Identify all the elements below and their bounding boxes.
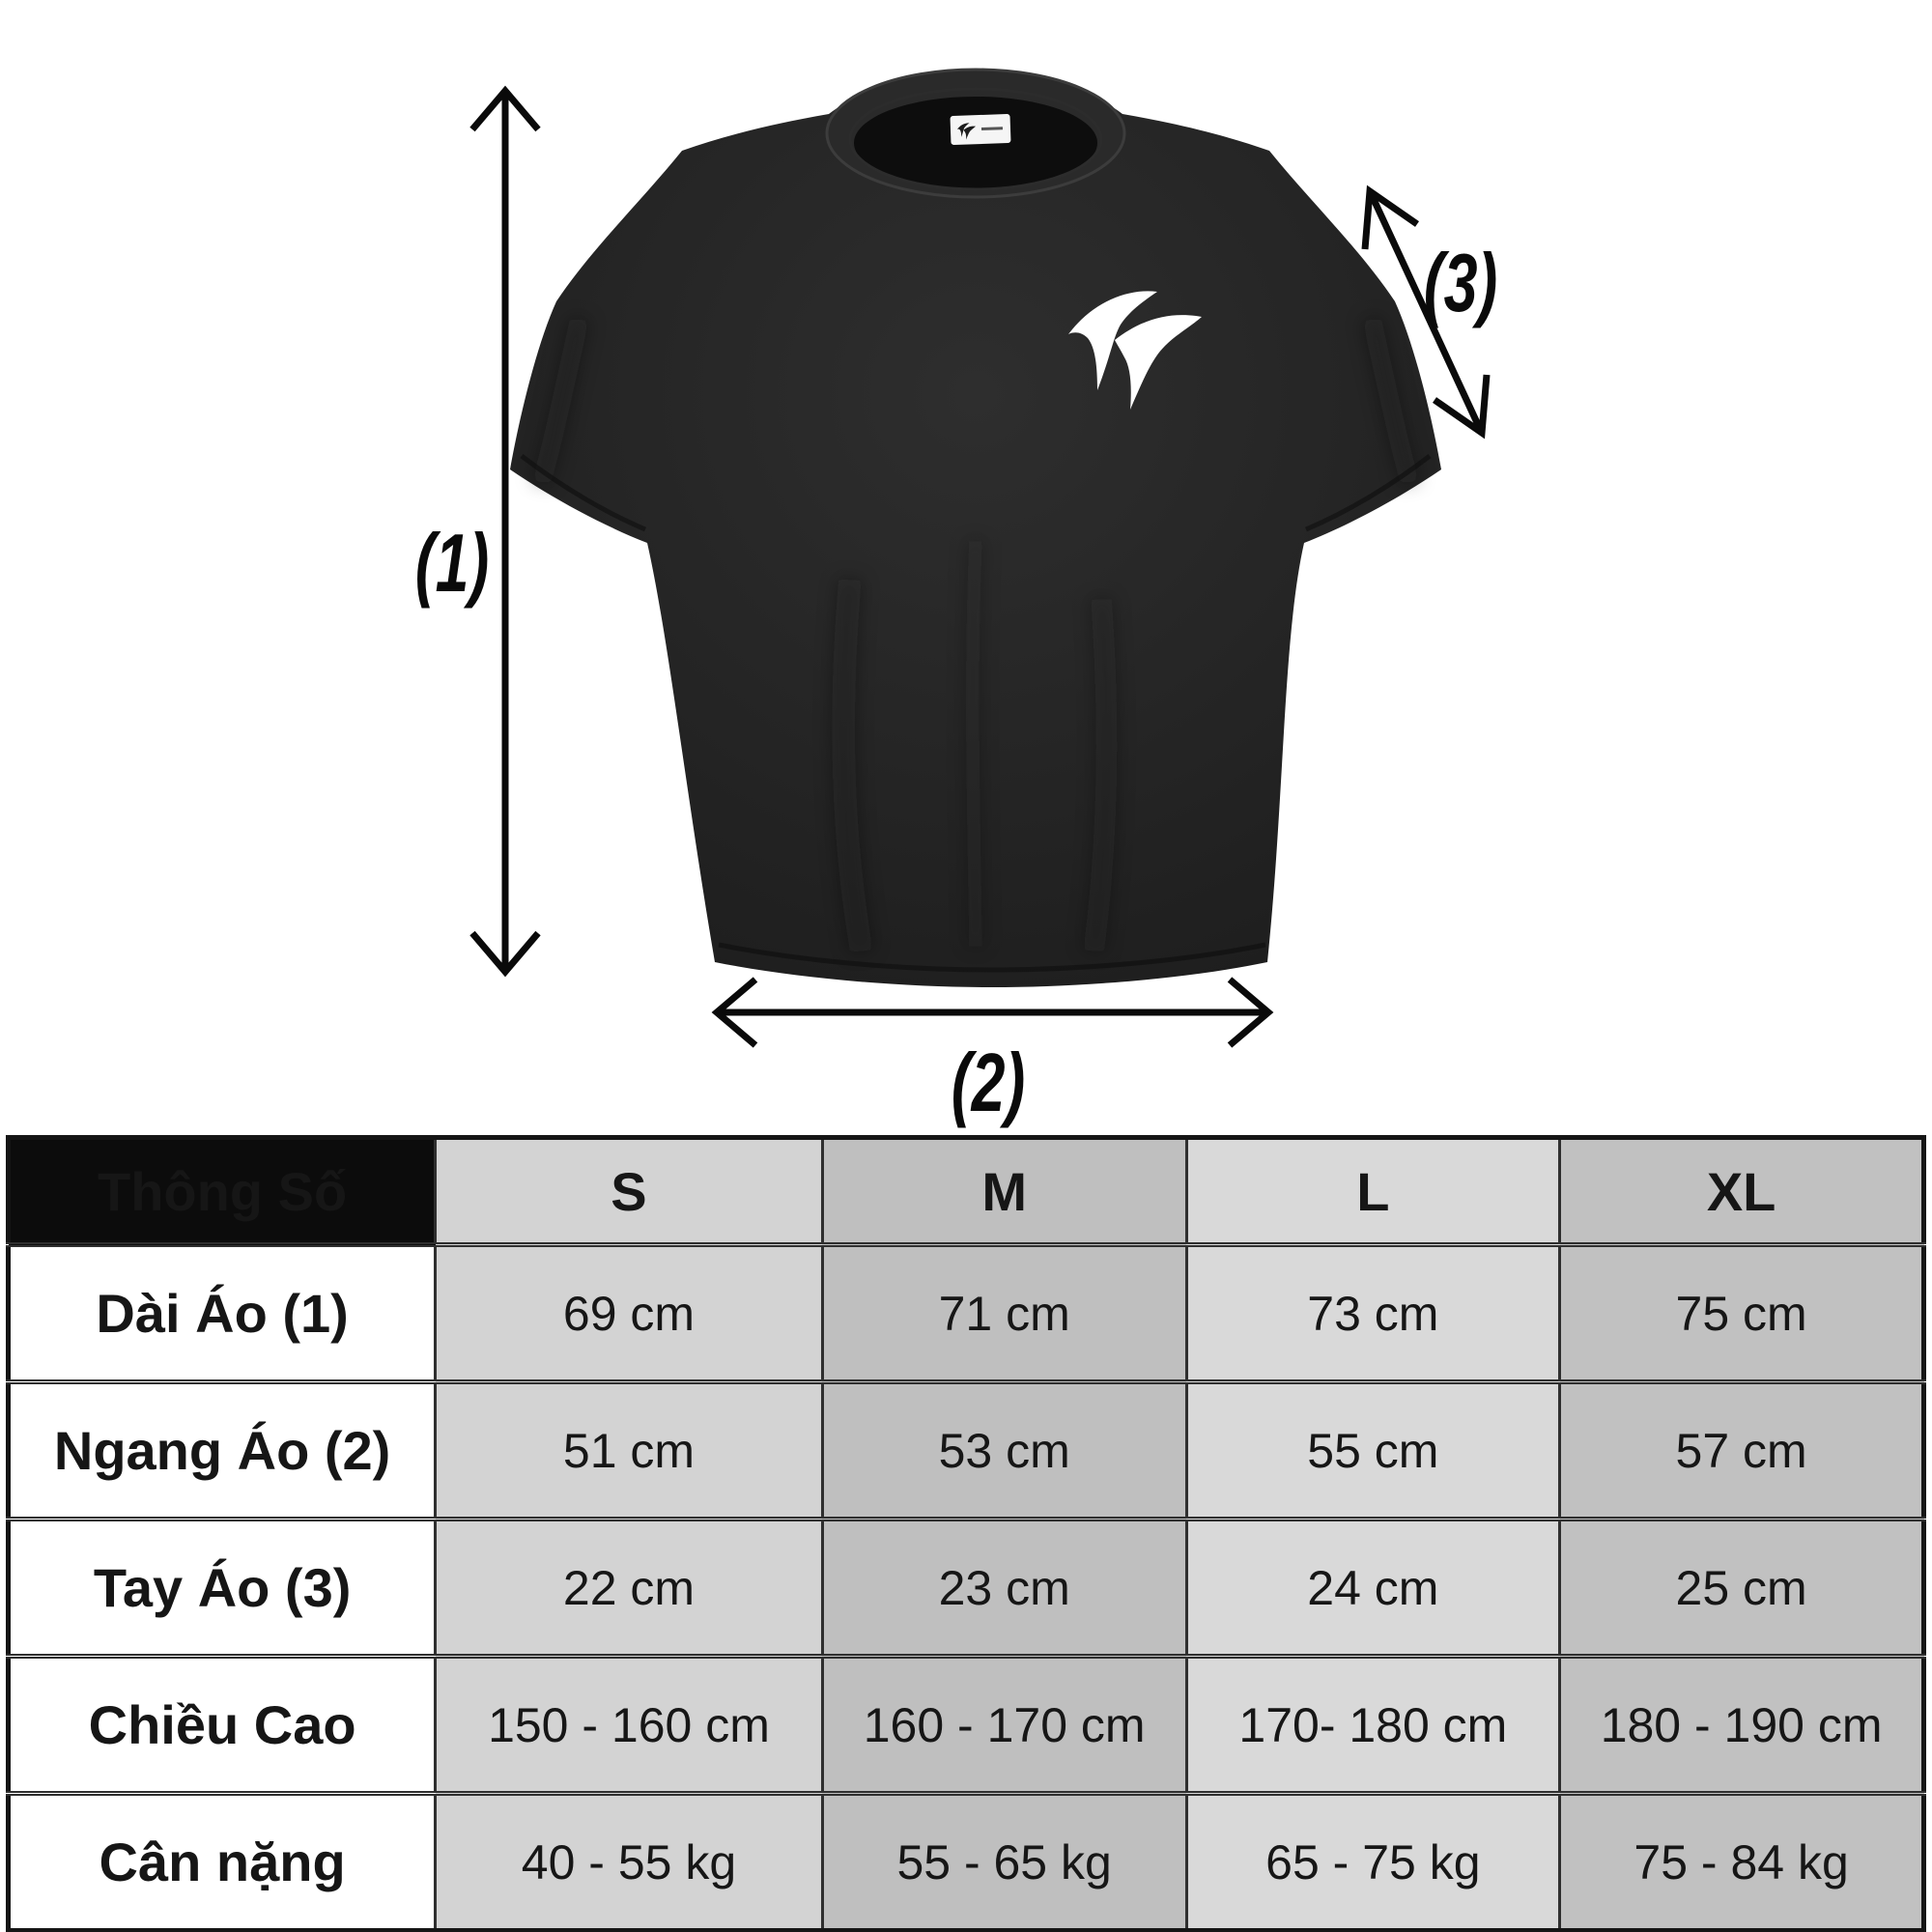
cell-sleeve-l: 24 cm: [1186, 1520, 1560, 1657]
table-header-row: [9, 1138, 1924, 1245]
cell-height-m: 160 - 170 cm: [822, 1657, 1186, 1794]
header-size-s: S: [436, 1138, 823, 1245]
cell-shirt-length-l: 73 cm: [1186, 1245, 1560, 1382]
neck-label: [950, 114, 1010, 145]
cell-height-xl: 180 - 190 cm: [1560, 1657, 1924, 1794]
tshirt-graphic: [510, 70, 1441, 987]
header-size-l: L: [1186, 1138, 1560, 1245]
cell-weight-m: 55 - 65 kg: [822, 1794, 1186, 1931]
header-size-xl: XL: [1560, 1138, 1924, 1245]
length-label: (1): [414, 516, 490, 610]
row-label-weight: Cân nặng: [9, 1794, 436, 1931]
header-param: Thông Số: [9, 1138, 436, 1245]
cell-shirt-length-xl: 75 cm: [1560, 1245, 1924, 1382]
sleeve-label: (3): [1423, 236, 1498, 329]
table-row-sleeve: [9, 1520, 1924, 1657]
cell-shirt-width-m: 53 cm: [822, 1382, 1186, 1520]
cell-sleeve-m: 23 cm: [822, 1520, 1186, 1657]
table-row-height: [9, 1657, 1924, 1794]
cell-weight-s: 40 - 55 kg: [436, 1794, 823, 1931]
table-row-shirt-length: [9, 1245, 1924, 1382]
cell-weight-xl: 75 - 84 kg: [1560, 1794, 1924, 1931]
size-table: [6, 1135, 1926, 1932]
table-row-weight: [9, 1794, 1924, 1931]
cell-height-l: 170- 180 cm: [1186, 1657, 1560, 1794]
cell-shirt-width-l: 55 cm: [1186, 1382, 1560, 1520]
cell-shirt-length-s: 69 cm: [436, 1245, 823, 1382]
table-row-shirt-width: [9, 1382, 1924, 1520]
cell-shirt-width-s: 51 cm: [436, 1382, 823, 1520]
row-label-sleeve: Tay Áo (3): [9, 1520, 436, 1657]
cell-shirt-length-m: 71 cm: [822, 1245, 1186, 1382]
cell-height-s: 150 - 160 cm: [436, 1657, 823, 1794]
row-label-shirt-width: Ngang Áo (2): [9, 1382, 436, 1520]
cell-shirt-width-xl: 57 cm: [1560, 1382, 1924, 1520]
width-label: (2): [951, 1036, 1026, 1129]
cell-sleeve-s: 22 cm: [436, 1520, 823, 1657]
row-label-height: Chiều Cao: [9, 1657, 436, 1794]
header-size-m: M: [822, 1138, 1186, 1245]
cell-sleeve-xl: 25 cm: [1560, 1520, 1924, 1657]
cell-weight-l: 65 - 75 kg: [1186, 1794, 1560, 1931]
row-label-shirt-length: Dài Áo (1): [9, 1245, 436, 1382]
